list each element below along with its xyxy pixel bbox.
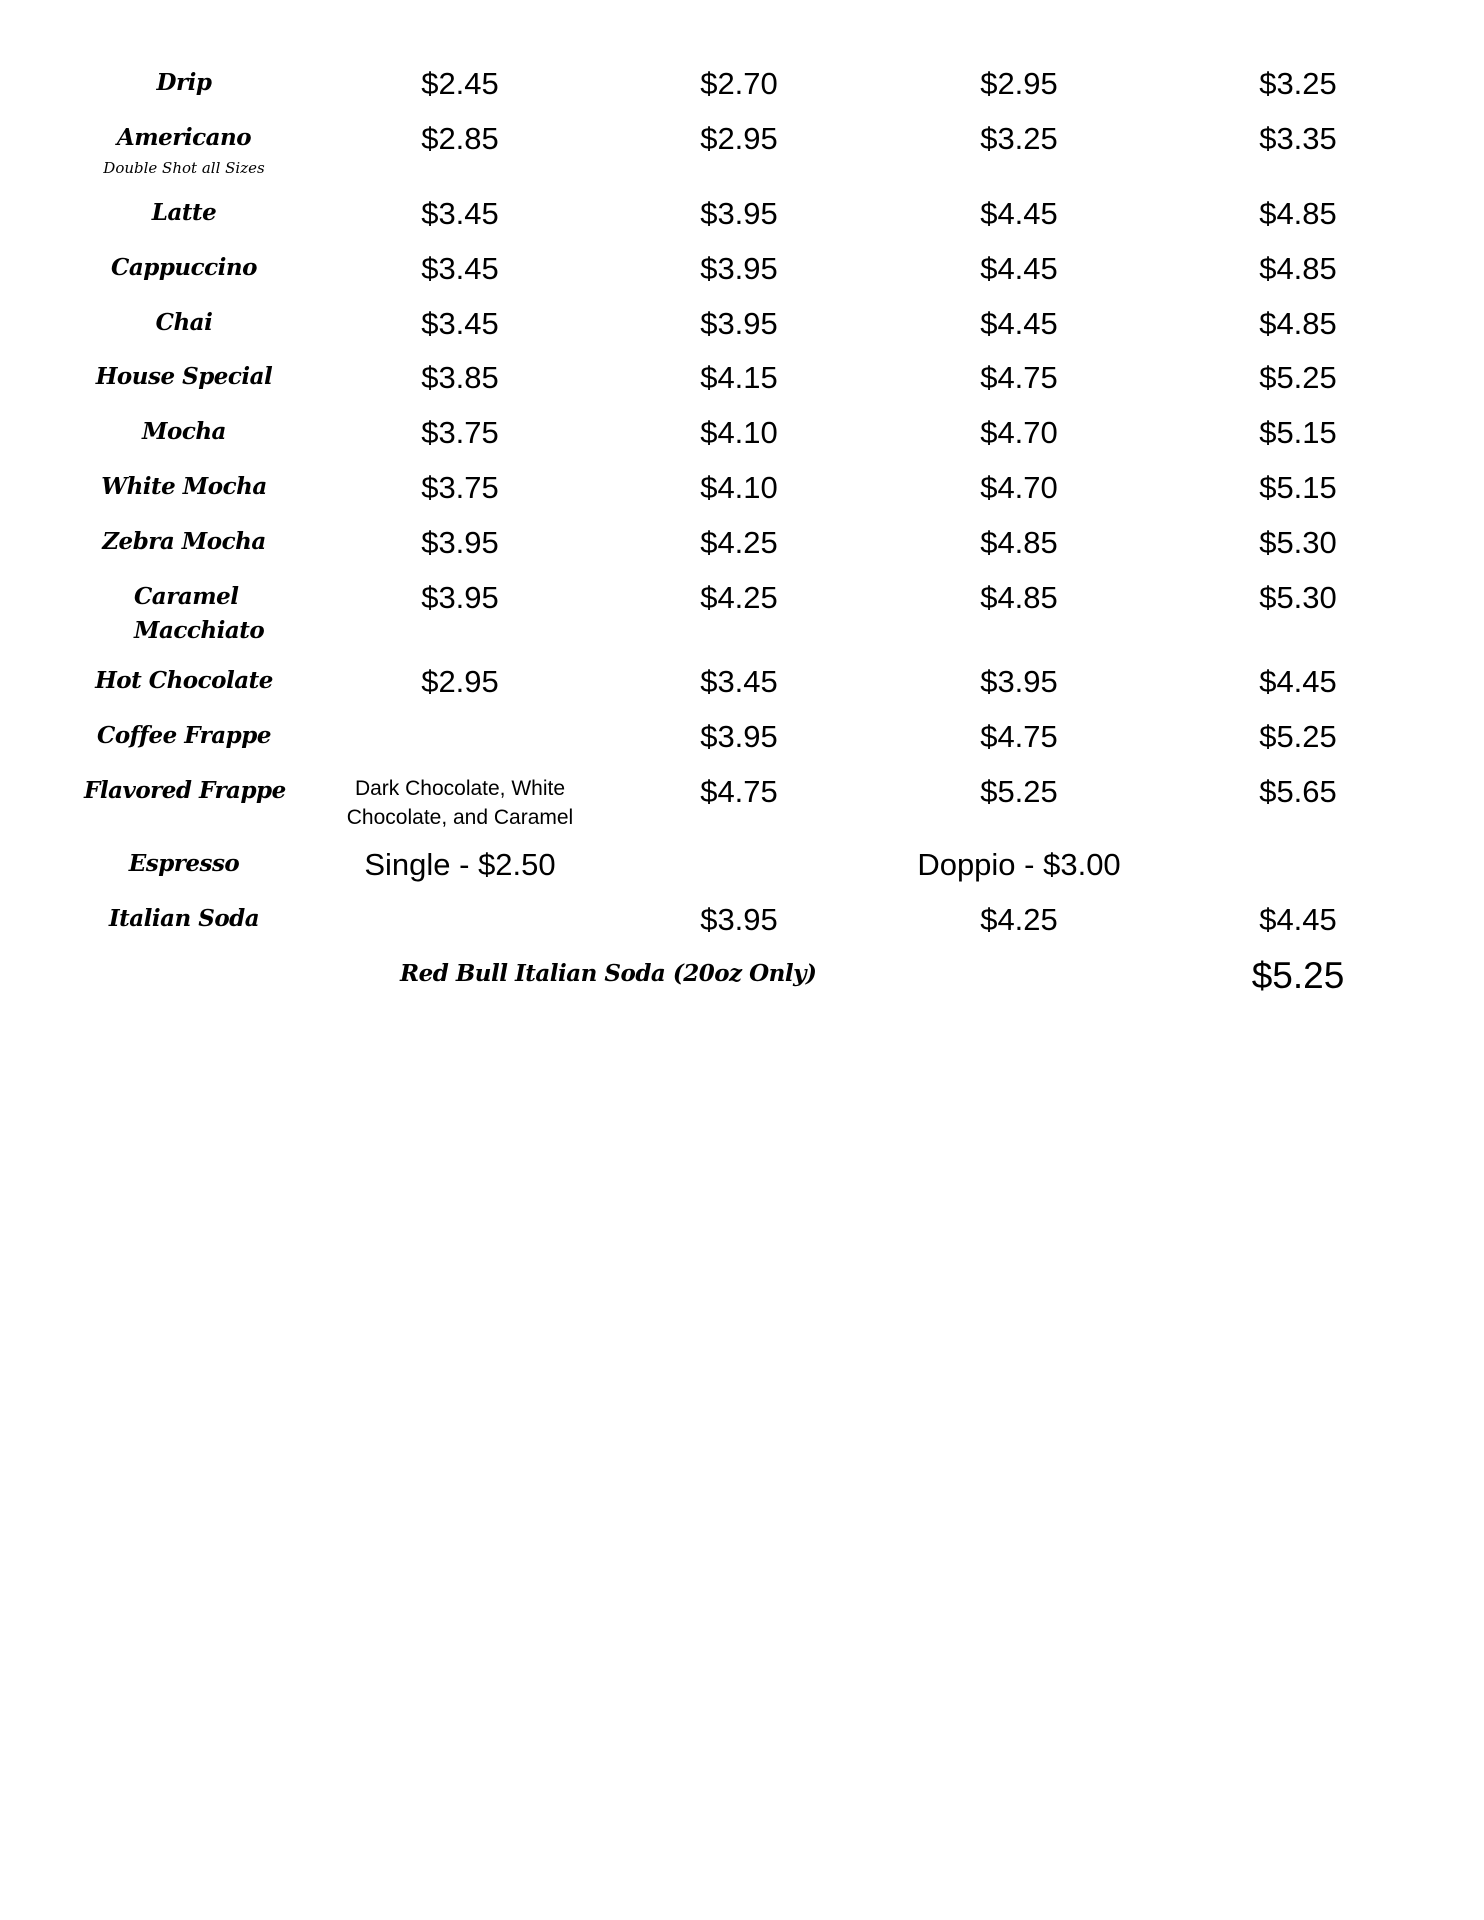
menu-row-red-bull-italian-soda [0,955,1484,996]
drink-name: Caramel Macchiato [134,583,265,644]
price-size-3: $4.70 [980,470,1058,505]
menu-row-italian-soda [0,902,1484,937]
menu-row-zebra-mocha [0,525,1484,560]
price-size-3: $4.70 [980,415,1058,450]
menu-row-americano [0,121,1484,177]
price-size-2: $4.10 [700,415,778,450]
price-size-4: $4.85 [1259,251,1337,286]
drink-name: Coffee Frappe [97,722,271,749]
price-size-4: $3.25 [1259,66,1337,101]
price-size-1: $3.95 [421,525,499,560]
price-size-1: $3.45 [421,306,499,341]
price-size-3: $4.45 [980,306,1058,341]
price-size-4: $5.65 [1259,774,1337,809]
price-size-4: $3.35 [1259,121,1337,156]
menu-row-caramel-macchiato [0,580,1484,644]
drink-name: House Special [95,363,273,390]
espresso-doppio-price: Doppio - $3.00 [917,847,1121,882]
price-size-1: $3.75 [421,415,499,450]
price-size-2: $4.25 [700,580,778,615]
menu-row-coffee-frappe [0,719,1484,754]
price-size-4: $5.15 [1259,470,1337,505]
drink-name: Espresso [128,850,240,877]
price-size-2: $2.70 [700,66,778,101]
menu-row-cappuccino [0,251,1484,286]
americano-note: Double Shot all Sizes [103,159,265,177]
price-size-2: $3.95 [700,306,778,341]
drink-name: Chai [155,309,213,336]
price-size-3: $4.85 [980,525,1058,560]
drink-name: Americano [116,124,252,151]
drink-name: Flavored Frappe [84,777,286,804]
price-size-4: $4.85 [1259,196,1337,231]
menu-row-espresso [0,847,1484,882]
price-size-4: $5.30 [1259,525,1337,560]
drink-name: Cappuccino [111,254,257,281]
price-size-4: $5.25 [1259,360,1337,395]
menu-row-chai [0,306,1484,341]
price-size-3: $4.75 [980,360,1058,395]
menu-row-flavored-frappe [0,774,1484,829]
price-size-2: $4.25 [700,525,778,560]
drink-name: Hot Chocolate [95,667,273,694]
drink-name: White Mocha [101,473,267,500]
price-size-2: $3.95 [700,196,778,231]
price-size-2: $3.95 [700,251,778,286]
espresso-single-price: Single - $2.50 [364,847,556,882]
red-bull-price: $5.25 [1251,955,1345,996]
drink-name: Zebra Mocha [102,528,266,555]
menu-row-latte [0,196,1484,231]
price-size-3: $4.25 [980,902,1058,937]
price-size-3: $3.95 [980,664,1058,699]
price-size-3: $2.95 [980,66,1058,101]
price-size-2: $3.95 [700,719,778,754]
price-size-1: $2.95 [421,664,499,699]
price-size-2: $4.10 [700,470,778,505]
price-size-3: $4.45 [980,251,1058,286]
price-size-1: $3.45 [421,196,499,231]
price-size-2: $4.75 [700,774,778,809]
price-size-1: $3.75 [421,470,499,505]
price-size-4: $4.85 [1259,306,1337,341]
price-size-1: $3.95 [421,580,499,615]
price-size-3: $4.45 [980,196,1058,231]
price-size-1: $2.45 [421,66,499,101]
price-size-3: $5.25 [980,774,1058,809]
red-bull-label: Red Bull Italian Soda (20oz Only) [400,960,817,987]
menu-row-white-mocha [0,470,1484,505]
price-size-2: $4.15 [700,360,778,395]
price-size-4: $4.45 [1259,902,1337,937]
price-size-4: $4.45 [1259,664,1337,699]
drink-name: Latte [151,199,217,226]
price-size-1: $3.85 [421,360,499,395]
price-size-4: $5.30 [1259,580,1337,615]
drink-name: Italian Soda [108,905,260,932]
price-size-4: $5.15 [1259,415,1337,450]
drink-name: Mocha [142,418,226,445]
price-size-2: $3.45 [700,664,778,699]
menu-row-drip [0,66,1484,101]
price-size-2: $2.95 [700,121,778,156]
price-size-3: $4.75 [980,719,1058,754]
price-size-1: $2.85 [421,121,499,156]
price-size-1: $3.45 [421,251,499,286]
menu-row-mocha [0,415,1484,450]
price-size-2: $3.95 [700,902,778,937]
price-size-3: $4.85 [980,580,1058,615]
menu-row-hot-chocolate [0,664,1484,699]
drink-name: Drip [156,69,212,96]
price-size-3: $3.25 [980,121,1058,156]
flavor-options-note: Dark Chocolate, White Chocolate, and Caramel [346,777,574,829]
menu-row-house-special [0,360,1484,395]
price-size-4: $5.25 [1259,719,1337,754]
